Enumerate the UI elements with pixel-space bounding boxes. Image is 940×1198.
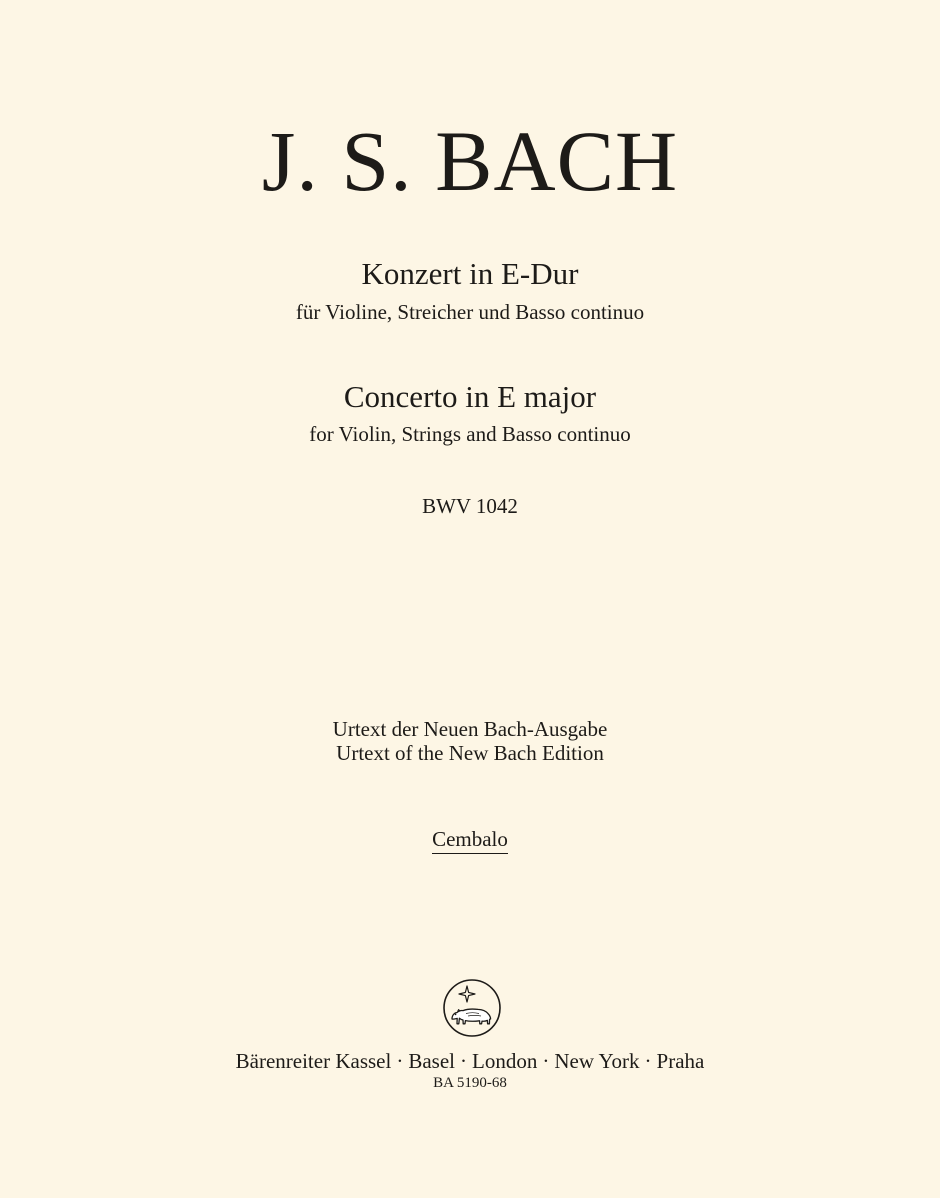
city-separator: ·: [396, 1049, 404, 1073]
work-subtitle-english: for Violin, Strings and Basso continuo: [309, 422, 631, 446]
work-title-german: Konzert in E-Dur: [361, 256, 579, 291]
urtext-note-english: Urtext of the New Bach Edition: [336, 741, 604, 765]
urtext-note-german: Urtext der Neuen Bach-Ausgabe: [332, 717, 608, 741]
city-separator: ·: [542, 1049, 550, 1073]
publisher-city: Praha: [656, 1049, 705, 1073]
baerenreiter-bear-star-icon: [442, 978, 502, 1038]
catalog-number: BWV 1042: [422, 494, 518, 518]
edition-number: BA 5190-68: [433, 1075, 507, 1091]
city-separator: ·: [460, 1049, 467, 1073]
work-subtitle-german: für Violine, Streicher und Basso continuo: [295, 300, 645, 324]
publisher-name: Bärenreiter: [235, 1049, 331, 1073]
publisher-line: [0, 1051, 940, 1072]
composer-name: J. S. BACH: [261, 113, 679, 209]
publisher-city: New York: [554, 1049, 640, 1073]
part-name: Cembalo: [432, 829, 508, 854]
work-title-english: Concerto in E major: [343, 379, 597, 414]
part-label-row: [0, 829, 940, 854]
publisher-city: Kassel: [335, 1049, 392, 1073]
city-separator: ·: [644, 1049, 652, 1073]
publisher-city: Basel: [408, 1049, 455, 1073]
publisher-city: London: [472, 1049, 538, 1073]
